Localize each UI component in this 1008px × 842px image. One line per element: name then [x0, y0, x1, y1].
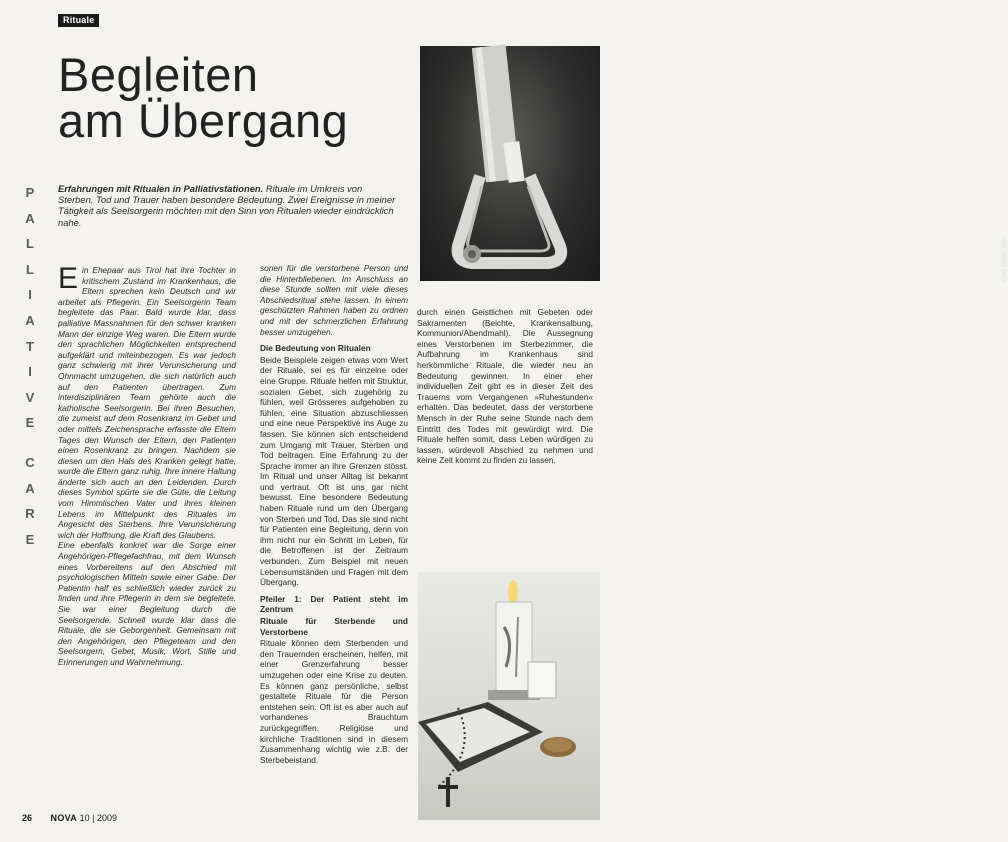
- subheading: Rituale für Sterbende und Verstorbene: [260, 616, 408, 637]
- lead-text: Rituale im Umkreis von Sterben, Tod und Trauer haben besondere Bedeutung. Zwei Ereignisse in meiner Tätigkeit als Seelsorgerin möchten mit den Sinn von Ritualen wieder eindrücklich nahe.: [58, 183, 396, 228]
- candle-still-life-illustration: [418, 572, 600, 820]
- photo-hospital-grab-handle: [420, 46, 1008, 282]
- side-letter: I: [28, 287, 32, 303]
- side-letter: E: [25, 531, 35, 547]
- photo-candle-rosary-bible: [418, 572, 600, 820]
- issue-number: 10 | 2009: [79, 813, 117, 823]
- title-line-2: am Übergang: [58, 94, 349, 147]
- title-line-1: Begleiten: [58, 48, 259, 101]
- subheading: Die Bedeutung von Ritualen: [260, 343, 371, 354]
- page-footer: [22, 813, 117, 823]
- side-letter: A: [25, 312, 35, 328]
- side-letter: V: [25, 389, 35, 405]
- column-3: [417, 307, 593, 466]
- paragraph: Beide Beispiele zeigen etwas vom Wert der Rituale, sei es für einzelne oder eine Gruppe. Rituale helfen mit Struktur, sozialen Gebet, sich zugehörig zu fühlen, weil Grösseres aufgehoben zu fühlen, eine Situation abzuschliessen und eine neue Perspektive ins Auge zu fassen. Sie können sich entscheidend zum Umgang mit Trauer, Sterben und Tod beitragen. Eine Erfahrung zu der Sprache immer an ihre Grenzen stösst. Im Ritual und unser Alltag ist bekannt und vertraut. Oft ist uns gar nicht bewusst. Eine besondere Bedeutung haben Rituale rund um den Übergang von Sterben und Tod. Das sie sind nicht für Patienten eine Begleitung, denn von ihm nicht nur ein Schritt im Leben, für die Betroffenen ist der Zeitraum verbunden. Zum Beispiel mit neuen Lebensumständen und Fragen mit dem Übergang.: [260, 354, 408, 588]
- side-letter: E: [25, 415, 35, 431]
- side-letter: L: [26, 261, 34, 277]
- side-letter: L: [26, 236, 34, 252]
- side-letter: A: [25, 210, 35, 226]
- grab-handle-illustration: [420, 46, 600, 281]
- side-banner-palliative-care: [22, 180, 38, 552]
- paragraph: sonen für die verstorbene Person und die Hinterbliebenen. Im Anschluss an diese Stunde sollten mit viele dieses Abschiedsritual stehe lassen. In einem geschützten Rahmen haben zu ordnen und mit der schmerzlichen Erfahrung besser umzugehen.: [260, 263, 408, 337]
- paragraph: durch einen Geistlichen mit Gebeten oder Sakramenten (Beichte, Krankensalbung, Kommunion/Abendmahl). Die Aussegnung eines Verstorbenen im Sterbezimmer, die Aufbahrung im Krankenhaus sind herkömmliche Rituale, die wieder neu an Bedeutung gewinnen. In einer eher individuellen Zeit gibt es in dieser Zeit des Trauerns vom Vergangenen »Ruhestunden« erhalten. Das bedeutet, dass der verstorbene Mensch in der Ruhe seine Stunde nach dem Eintritt des Todes mit gewürdigt wird. Die Rituale helfen somit, dass Leben würdigen zu lassen, würdevoll Abschied zu nehmen und keine Zeit kommt zu finden zu lassen.: [417, 307, 593, 466]
- article-lead: [58, 183, 398, 228]
- side-letter: R: [25, 506, 35, 522]
- photo-credit: Foto: Dieter Jahn: [1002, 235, 1008, 282]
- subheading: Pfeiler 1: Der Patient steht im Zentrum: [260, 593, 408, 615]
- column-2: [260, 263, 408, 765]
- lead-bold: Erfahrungen mit Ritualen in Palliativstationen.: [58, 183, 264, 194]
- section-tag: Rituale: [58, 14, 99, 27]
- side-letter-gap: [22, 436, 38, 450]
- paragraph: Eine ebenfalls konkret war die Sorge einer Angehörigen-Pflegefachfrau, mit dem Wunsch eines Vorbereitens auf den Abschied mit psychologischen Mitteln sowie einer Gabe. Der Patientin half es schließlich wieder zurück zu finden und ihre Pflegerin in dem sie begleitete. Sie war einer Begleitung durch die Seelsorgende. Schnell wurde klar dass die Rituale, die sie Geborgenheit. Gemeinsam mit den Angehörigen, den Pflegeteam und den Seelsorgern, Gebet, Musik, Wort, Stille und Erinnerungen und Wahrnehmung.: [58, 540, 236, 667]
- magazine-name: NOVA: [50, 813, 78, 823]
- dropcap: E: [58, 262, 79, 295]
- side-letter: P: [25, 185, 35, 200]
- paragraph: [58, 262, 236, 540]
- side-letter: C: [25, 454, 35, 470]
- paragraph-text: in Ehepaar aus Tirol hat ihre Tochter in kritischem Zustand im Krankenhaus, die Eltern sprechen kein Deutsch und wir arbeitet als Pflegerin. Ein Seelsorgerin Team begleitete das Paar. Bald wurde klar, dass palliative Massnahmen für den schwer kranken Mann der einzige Weg waren. Die Eltern wurde den sprachlichen Möglichkeiten entsprechend aufgeklärt und miteinbezogen. Es war jedoch ganz schwierig mit ihrer Verunsicherung und Ohnmacht umzugehen, die sich natürlich auch auf den Patienten übertragen. Zum interdisziplinären Team gehörte auch die katholische Seelsorgerin. Bei ihren Besuchen, die zumeist auf dem Rosenkranz im Gebet und oder mittels Zeichensprache erfasste die Eltern Tages den Wunsch der Eltern, den Patienten einen Rosenkranz zu bringen. Nachdem sie diesen um den Hals des Kranken gelegt hatte, wurde die Eltern ganz ruhig. Ihre innere Haltung änderte sich auch an den Leidenden. Durch dieses Symbol spürte sie die Güte, die Leitung vom Himmlischen Vater und ihres kleinen Lebens im Mittelpunkt des Rituales im Angesicht des Sterbens. Ihre Verunsicherung wich der Hoffnung, die Kraft des Glaubens.: [58, 265, 236, 540]
- side-letter: T: [26, 338, 34, 354]
- column-1: [58, 262, 236, 668]
- page-number: 26: [22, 813, 33, 823]
- side-letter: A: [25, 480, 35, 496]
- article-title: [58, 48, 398, 147]
- paragraph: Rituale können dem Sterbenden und den Trauernden erscheinen, helfen, mit einer Grenzerfahrung besser umzugehen oder eine Krise zu deuten. Es können ganz persönliche, selbst gestaltete Rituale für die Person entstehen sein. Oft ist es aber auch auf vorhandenes Brauchtum zurückgegriffen. Religiöse und kirchliche Traditionen sind in diesem Zusammenhang wichtig wie z.B. der Sterbebeistand.: [260, 638, 408, 765]
- side-letter: I: [28, 364, 32, 380]
